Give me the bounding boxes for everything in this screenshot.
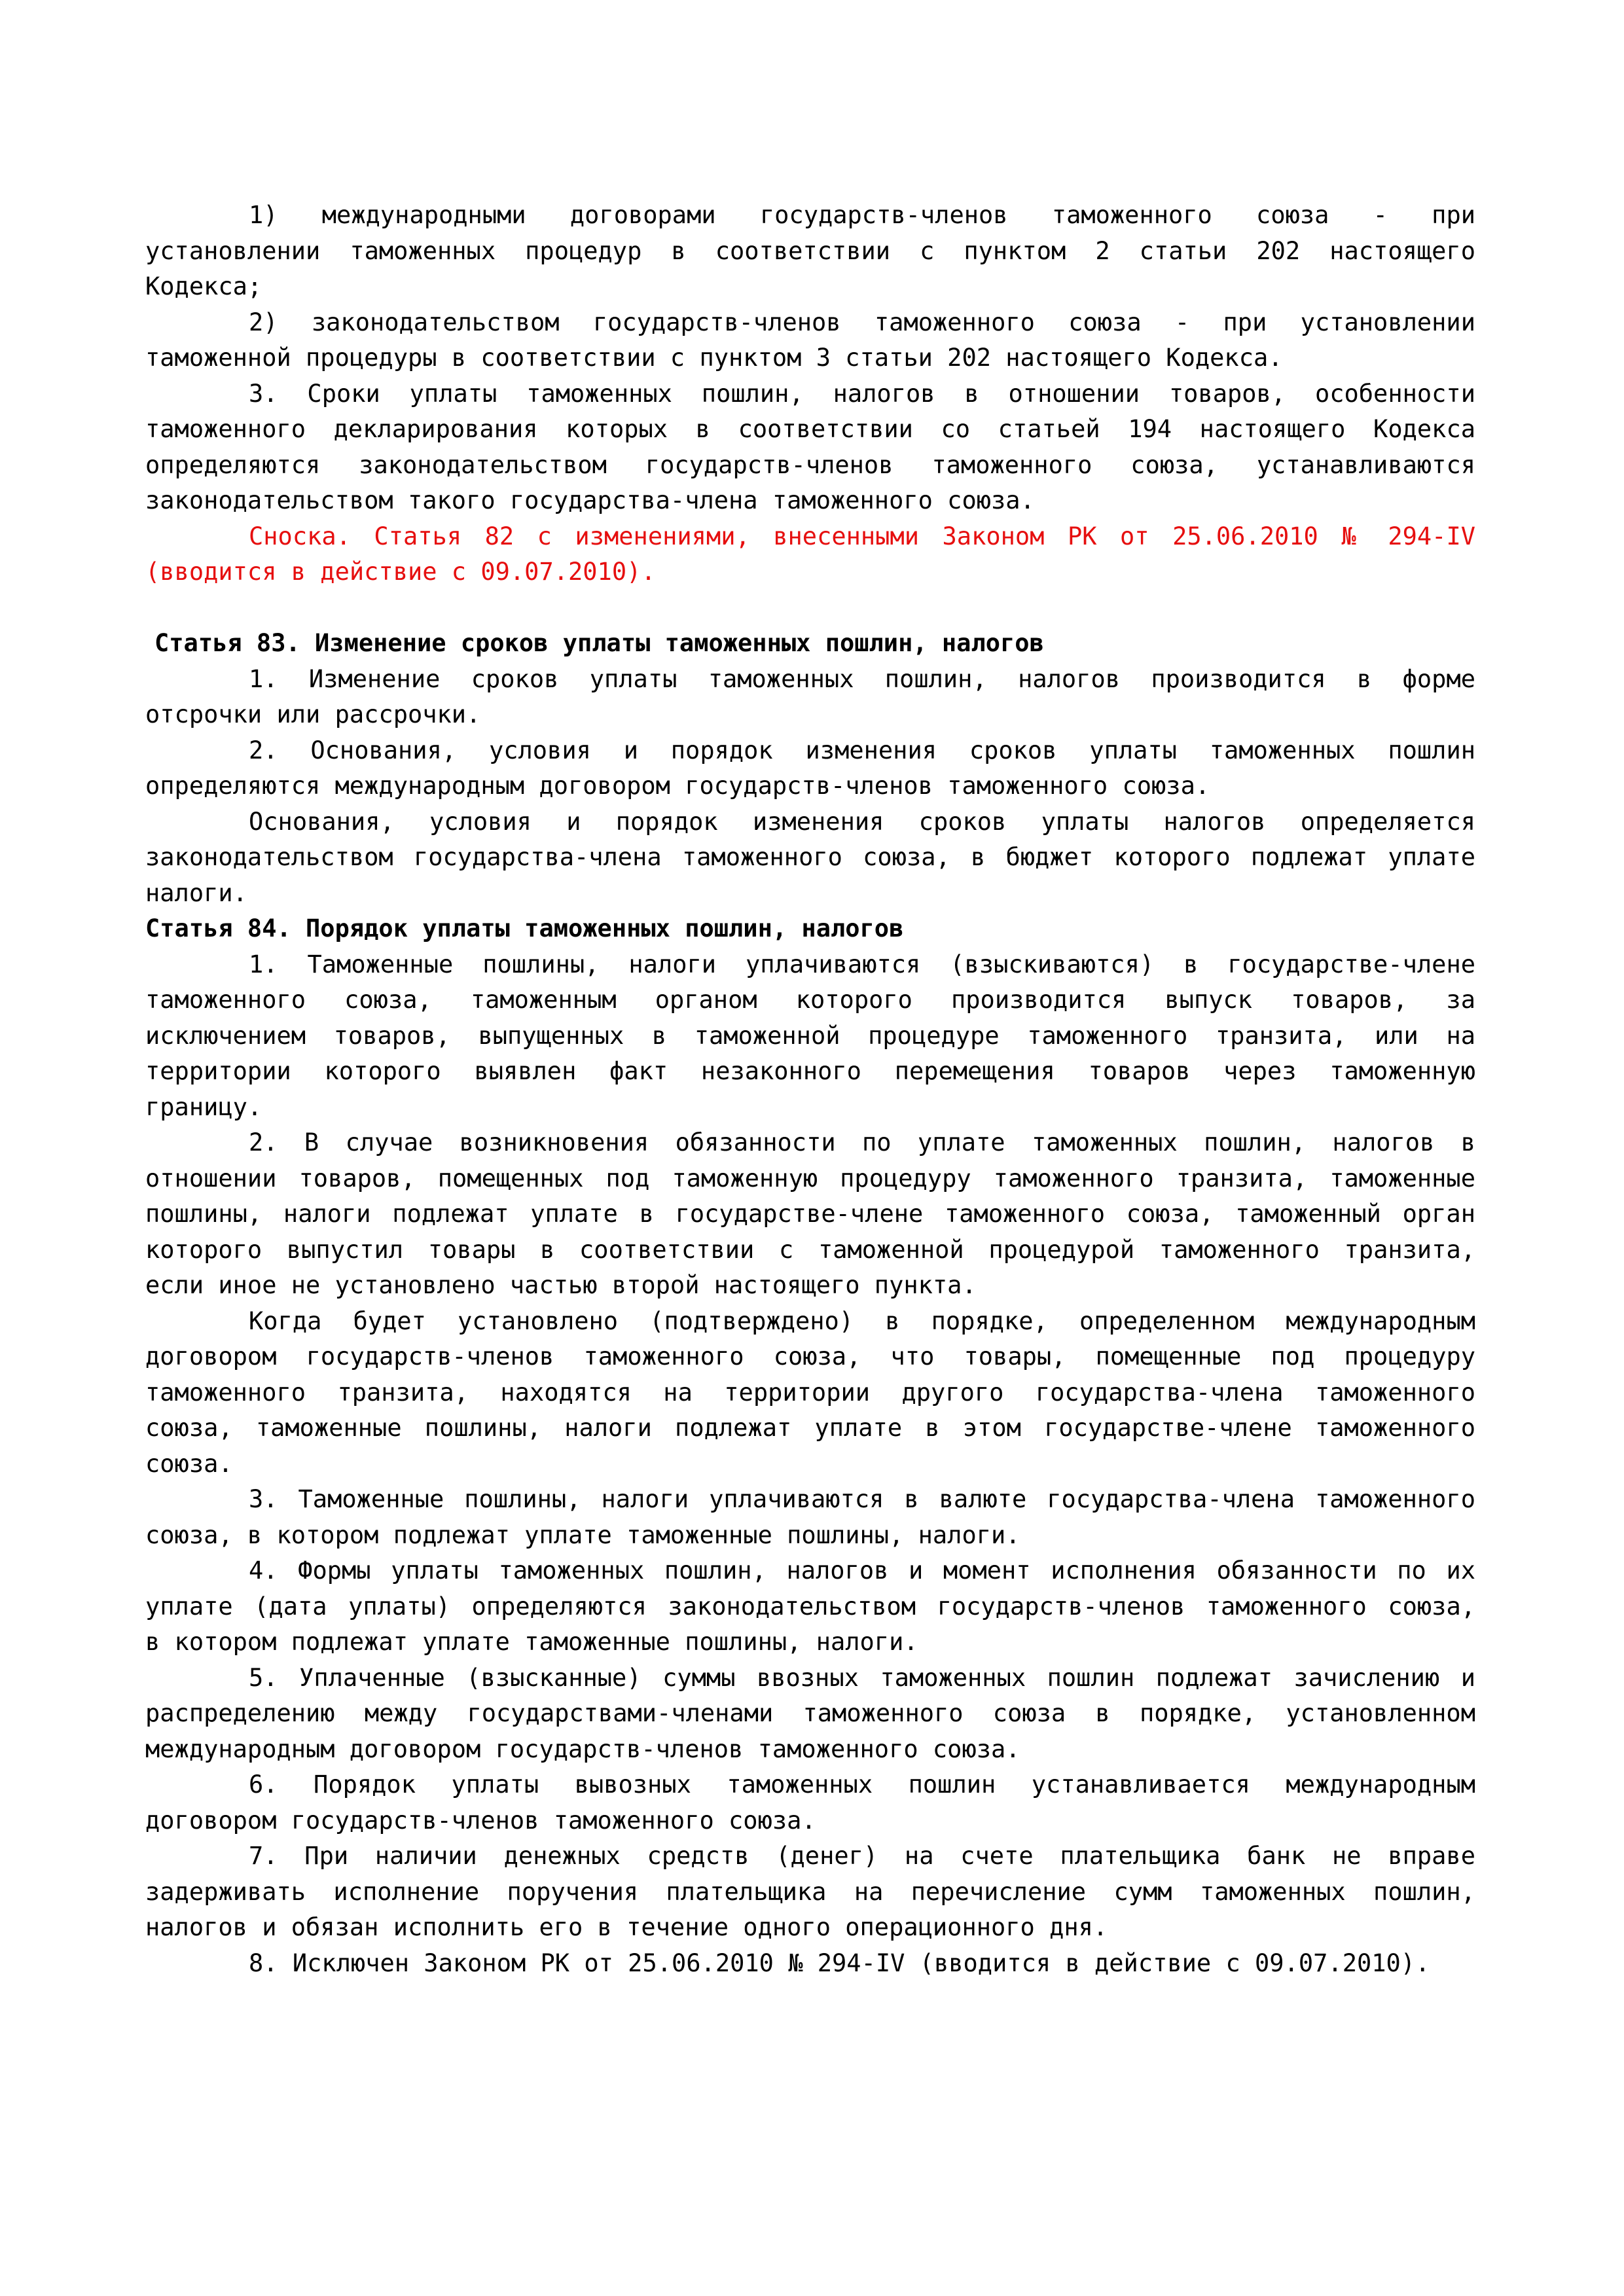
text-line: 4. Формы уплаты таможенных пошлин, налогов и момент исполнения обязанности по их (249, 1556, 1475, 1585)
text-line: в котором подлежат уплате таможенные пошлины, налоги. (145, 1628, 918, 1656)
paragraph (145, 1304, 1475, 1482)
text-line: 3. Таможенные пошлины, налоги уплачиваются в валюте государства-члена таможенного (249, 1485, 1475, 1513)
text-line: 6. Порядок уплаты вывозных таможенных пошлин устанавливается международным (249, 1770, 1475, 1799)
text-line: 8. Исключен Законом РК от 25.06.2010 № 294-IV (вводится в действие с 09.07.2010). (249, 1948, 1430, 1977)
text-line: установлении таможенных процедур в соответствии с пунктом 2 статьи 202 настоящего (145, 236, 1475, 265)
text-line: которого выпустил товары в соответствии с таможенной процедурой таможенного транзита, (145, 1235, 1475, 1264)
paragraph (145, 1482, 1475, 1553)
text-line: налоги. (145, 878, 247, 907)
article-83-heading: Статья 83. Изменение сроков уплаты таможенных пошлин, налогов (154, 629, 1044, 657)
text-line: уплате (дата уплаты) определяются законодательством государств-членов таможенного союза, (145, 1592, 1475, 1621)
paragraph (145, 1839, 1475, 1946)
text-line: 5. Уплаченные (взысканные) суммы ввозных таможенных пошлин подлежат зачислению и (249, 1663, 1475, 1692)
text-line: 1. Таможенные пошлины, налоги уплачиваются (взыскиваются) в государстве-члене (249, 950, 1475, 978)
paragraph (145, 1125, 1475, 1304)
paragraph (145, 1660, 1475, 1768)
paragraph (145, 1946, 1475, 1982)
paragraph (145, 198, 1475, 305)
footnote-amendment (145, 519, 1475, 590)
text-line: 2. Основания, условия и порядок изменения сроков уплаты таможенных пошлин (249, 736, 1475, 764)
footnote-line: (вводится в действие с 09.07.2010). (145, 558, 656, 586)
text-line: договором государств-членов таможенного союза. (145, 1806, 816, 1835)
text-line: законодательством государства-члена таможенного союза, в бюджет которого подлежат уплате (145, 843, 1475, 871)
text-line: отношении товаров, помещенных под таможенную процедуру таможенного транзита, таможенные (145, 1164, 1475, 1193)
text-line: 2. В случае возникновения обязанности по уплате таможенных пошлин, налогов в (249, 1128, 1475, 1157)
text-line: 2) законодательством государств-членов таможенного союза - при установлении (249, 308, 1475, 336)
article-84-heading: Статья 84. Порядок уплаты таможенных пошлин, налогов (145, 914, 904, 942)
text-line: 1. Изменение сроков уплаты таможенных пошлин, налогов производится в форме (249, 664, 1475, 693)
text-line: исключением товаров, выпущенных в таможенной процедуре таможенного транзита, или на (145, 1021, 1475, 1050)
text-line: 1) международными договорами государств-членов таможенного союза - при (249, 201, 1475, 229)
paragraph (145, 376, 1475, 519)
text-line: границу. (145, 1092, 262, 1121)
text-line: таможенного союза, таможенным органом которого производится выпуск товаров, за (145, 986, 1475, 1014)
text-line: распределению между государствами-членами таможенного союза в порядке, установленном (145, 1699, 1475, 1727)
paragraph (145, 1767, 1475, 1839)
text-line: таможенного транзита, находятся на территории другого государства-члена таможенного (145, 1378, 1475, 1407)
text-line: Кодекса; (145, 272, 262, 300)
text-line: задерживать исполнение поручения плательщика на перечисление сумм таможенных пошлин, (145, 1877, 1475, 1906)
paragraph (145, 947, 1475, 1126)
paragraph (145, 804, 1475, 912)
text-line: 7. При наличии денежных средств (денег) на счете плательщика банк не вправе (249, 1842, 1475, 1870)
footnote-line: Сноска. Статья 82 с изменениями, внесенными Законом РК от 25.06.2010 № 294-IV (249, 522, 1475, 550)
text-line: таможенной процедуры в соответствии с пунктом 3 статьи 202 настоящего Кодекса. (145, 344, 1283, 372)
text-line: территории которого выявлен факт незаконного перемещения товаров через таможенную (145, 1057, 1475, 1085)
paragraph (145, 1553, 1475, 1660)
blank-line (145, 590, 1475, 626)
paragraph (145, 662, 1475, 733)
paragraph (145, 305, 1475, 376)
text-line: если иное не установлено частью второй настоящего пункта. (145, 1271, 977, 1299)
text-line: международным договором государств-членов таможенного союза. (145, 1734, 1020, 1763)
text-line: союза, таможенные пошлины, налоги подлежат уплате в этом государстве-члене таможенного (145, 1414, 1475, 1442)
text-line: таможенного декларирования которых в соответствии со статьей 194 настоящего Кодекса (145, 415, 1475, 443)
text-line: Основания, условия и порядок изменения сроков уплаты налогов определяется (249, 807, 1475, 836)
article-84-heading-block (145, 911, 1475, 947)
text-line: пошлины, налоги подлежат уплате в государстве-члене таможенного союза, таможенный орган (145, 1200, 1475, 1228)
paragraph (145, 733, 1475, 804)
text-line: законодательством такого государства-члена таможенного союза. (145, 486, 1035, 514)
text-line: определяются законодательством государств-членов таможенного союза, устанавливаются (145, 450, 1475, 479)
text-line: Когда будет установлено (подтверждено) в порядке, определенном международным (249, 1306, 1475, 1335)
text-line: отсрочки или рассрочки. (145, 700, 481, 728)
text-line: договором государств-членов таможенного союза, что товары, помещенные под процедуру (145, 1342, 1475, 1371)
text-line: 3. Сроки уплаты таможенных пошлин, налогов в отношении товаров, особенности (249, 379, 1475, 408)
document-page (145, 198, 1475, 1981)
text-line: налогов и обязан исполнить его в течение одного операционного дня. (145, 1913, 1108, 1941)
article-83-heading-block (145, 626, 1475, 662)
text-line: союза. (145, 1449, 233, 1478)
text-line: определяются международным договором государств-членов таможенного союза. (145, 772, 1210, 800)
text-line: союза, в котором подлежат уплате таможенные пошлины, налоги. (145, 1520, 1020, 1549)
